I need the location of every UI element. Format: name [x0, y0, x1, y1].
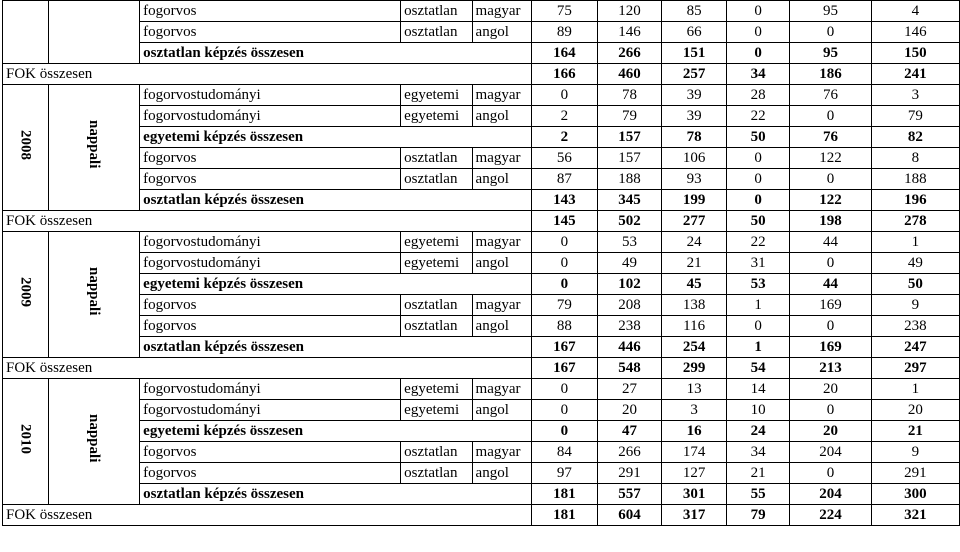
- value-cell: 0: [726, 1, 789, 22]
- language-cell: angol: [472, 316, 532, 337]
- value-cell: 88: [532, 316, 598, 337]
- faculty-total-label: FOK összesen: [3, 64, 532, 85]
- value-cell: 31: [726, 253, 789, 274]
- value-cell: 188: [597, 169, 662, 190]
- value-cell: 44: [790, 274, 872, 295]
- value-cell: 238: [597, 316, 662, 337]
- total-value-cell: 181: [532, 505, 598, 526]
- value-cell: 22: [726, 106, 789, 127]
- subtotal-row: [3, 190, 960, 211]
- value-cell: 78: [597, 85, 662, 106]
- value-cell: 106: [662, 148, 727, 169]
- value-cell: 1: [726, 337, 789, 358]
- value-cell: 0: [532, 253, 598, 274]
- training-type-cell: osztatlan: [401, 148, 472, 169]
- value-cell: 79: [597, 106, 662, 127]
- training-type-cell: osztatlan: [401, 169, 472, 190]
- total-value-cell: 186: [790, 64, 872, 85]
- total-value-cell: 167: [532, 358, 598, 379]
- value-cell: 164: [532, 43, 598, 64]
- value-cell: 22: [726, 232, 789, 253]
- faculty-total-row: [3, 211, 960, 232]
- total-value-cell: 604: [597, 505, 662, 526]
- value-cell: 16: [662, 421, 727, 442]
- value-cell: 21: [726, 463, 789, 484]
- value-cell: 2: [532, 106, 598, 127]
- value-cell: 1: [871, 232, 959, 253]
- value-cell: 0: [532, 85, 598, 106]
- value-cell: 557: [597, 484, 662, 505]
- mode-label: nappali: [86, 414, 103, 463]
- value-cell: 122: [790, 148, 872, 169]
- value-cell: 97: [532, 463, 598, 484]
- mode-cell: [49, 232, 140, 358]
- value-cell: 9: [871, 295, 959, 316]
- value-cell: 122: [790, 190, 872, 211]
- value-cell: 0: [532, 232, 598, 253]
- value-cell: 138: [662, 295, 727, 316]
- value-cell: 10: [726, 400, 789, 421]
- language-cell: magyar: [472, 1, 532, 22]
- value-cell: 0: [790, 463, 872, 484]
- language-cell: angol: [472, 463, 532, 484]
- program-cell: fogorvostudományi: [140, 253, 401, 274]
- table-row: [3, 295, 960, 316]
- training-type-cell: osztatlan: [401, 463, 472, 484]
- language-cell: angol: [472, 169, 532, 190]
- value-cell: 150: [871, 43, 959, 64]
- value-cell: 0: [790, 316, 872, 337]
- value-cell: 151: [662, 43, 727, 64]
- language-cell: magyar: [472, 295, 532, 316]
- mode-label: nappali: [86, 120, 103, 169]
- value-cell: 238: [871, 316, 959, 337]
- year-label: 2009: [17, 276, 34, 307]
- value-cell: 0: [790, 106, 872, 127]
- value-cell: 21: [871, 421, 959, 442]
- value-cell: 174: [662, 442, 727, 463]
- table-row: [3, 169, 960, 190]
- program-cell: fogorvostudományi: [140, 106, 401, 127]
- value-cell: 157: [597, 148, 662, 169]
- table-row: [3, 316, 960, 337]
- value-cell: 84: [532, 442, 598, 463]
- value-cell: 53: [726, 274, 789, 295]
- subtotal-label: egyetemi képzés összesen: [140, 127, 532, 148]
- subtotal-row: [3, 127, 960, 148]
- total-value-cell: 79: [726, 505, 789, 526]
- table-row: [3, 22, 960, 43]
- total-value-cell: 502: [597, 211, 662, 232]
- faculty-total-label: FOK összesen: [3, 505, 532, 526]
- value-cell: 4: [871, 1, 959, 22]
- value-cell: 0: [726, 316, 789, 337]
- value-cell: 199: [662, 190, 727, 211]
- value-cell: 0: [790, 400, 872, 421]
- total-value-cell: 34: [726, 64, 789, 85]
- faculty-total-label: FOK összesen: [3, 211, 532, 232]
- total-value-cell: 224: [790, 505, 872, 526]
- program-cell: fogorvos: [140, 295, 401, 316]
- year-cell: [3, 85, 49, 211]
- value-cell: 3: [871, 85, 959, 106]
- training-type-cell: osztatlan: [401, 316, 472, 337]
- table-row: [3, 232, 960, 253]
- value-cell: 146: [597, 22, 662, 43]
- value-cell: 79: [532, 295, 598, 316]
- faculty-total-label: FOK összesen: [3, 358, 532, 379]
- value-cell: 95: [790, 43, 872, 64]
- training-type-cell: osztatlan: [401, 295, 472, 316]
- value-cell: 27: [597, 379, 662, 400]
- subtotal-label: egyetemi képzés összesen: [140, 274, 532, 295]
- value-cell: 300: [871, 484, 959, 505]
- value-cell: 20: [790, 421, 872, 442]
- program-cell: fogorvos: [140, 442, 401, 463]
- value-cell: 82: [871, 127, 959, 148]
- value-cell: 446: [597, 337, 662, 358]
- value-cell: 8: [871, 148, 959, 169]
- table-row: [3, 379, 960, 400]
- value-cell: 44: [790, 232, 872, 253]
- value-cell: 188: [871, 169, 959, 190]
- value-cell: 24: [726, 421, 789, 442]
- training-type-cell: egyetemi: [401, 85, 472, 106]
- value-cell: 34: [726, 442, 789, 463]
- table-row: [3, 400, 960, 421]
- value-cell: 0: [532, 274, 598, 295]
- value-cell: 120: [597, 1, 662, 22]
- faculty-total-row: [3, 64, 960, 85]
- total-value-cell: 277: [662, 211, 727, 232]
- value-cell: 21: [662, 253, 727, 274]
- program-cell: fogorvostudományi: [140, 85, 401, 106]
- program-cell: fogorvos: [140, 316, 401, 337]
- subtotal-row: [3, 274, 960, 295]
- faculty-total-row: [3, 505, 960, 526]
- value-cell: 49: [871, 253, 959, 274]
- value-cell: 0: [790, 22, 872, 43]
- value-cell: 55: [726, 484, 789, 505]
- total-value-cell: 54: [726, 358, 789, 379]
- table-row: [3, 106, 960, 127]
- total-value-cell: 241: [871, 64, 959, 85]
- subtotal-label: osztatlan képzés összesen: [140, 43, 532, 64]
- value-cell: 24: [662, 232, 727, 253]
- value-cell: 345: [597, 190, 662, 211]
- value-cell: 45: [662, 274, 727, 295]
- value-cell: 1: [871, 379, 959, 400]
- subtotal-row: [3, 337, 960, 358]
- program-cell: fogorvostudományi: [140, 232, 401, 253]
- table-row: [3, 1, 960, 22]
- value-cell: 89: [532, 22, 598, 43]
- value-cell: 47: [597, 421, 662, 442]
- training-type-cell: osztatlan: [401, 442, 472, 463]
- training-type-cell: osztatlan: [401, 22, 472, 43]
- value-cell: 3: [662, 400, 727, 421]
- mode-label: nappali: [86, 267, 103, 316]
- value-cell: 50: [726, 127, 789, 148]
- value-cell: 266: [597, 43, 662, 64]
- program-cell: fogorvos: [140, 148, 401, 169]
- value-cell: 301: [662, 484, 727, 505]
- value-cell: 20: [790, 379, 872, 400]
- value-cell: 0: [726, 43, 789, 64]
- program-cell: fogorvos: [140, 1, 401, 22]
- value-cell: 79: [871, 106, 959, 127]
- value-cell: 0: [532, 421, 598, 442]
- total-value-cell: 257: [662, 64, 727, 85]
- value-cell: 266: [597, 442, 662, 463]
- table-row: [3, 148, 960, 169]
- mode-cell: [49, 1, 140, 64]
- value-cell: 291: [871, 463, 959, 484]
- language-cell: magyar: [472, 148, 532, 169]
- total-value-cell: 460: [597, 64, 662, 85]
- subtotal-label: osztatlan képzés összesen: [140, 484, 532, 505]
- value-cell: 76: [790, 85, 872, 106]
- total-value-cell: 145: [532, 211, 598, 232]
- value-cell: 0: [726, 22, 789, 43]
- value-cell: 50: [871, 274, 959, 295]
- value-cell: 93: [662, 169, 727, 190]
- value-cell: 0: [532, 400, 598, 421]
- faculty-total-row: [3, 358, 960, 379]
- enrollment-table: [2, 0, 960, 526]
- value-cell: 157: [597, 127, 662, 148]
- table-row: [3, 463, 960, 484]
- value-cell: 196: [871, 190, 959, 211]
- value-cell: 85: [662, 1, 727, 22]
- value-cell: 146: [871, 22, 959, 43]
- value-cell: 181: [532, 484, 598, 505]
- value-cell: 0: [532, 379, 598, 400]
- total-value-cell: 548: [597, 358, 662, 379]
- year-cell: [3, 232, 49, 358]
- language-cell: magyar: [472, 85, 532, 106]
- language-cell: angol: [472, 400, 532, 421]
- value-cell: 66: [662, 22, 727, 43]
- year-cell: [3, 379, 49, 505]
- program-cell: fogorvos: [140, 169, 401, 190]
- value-cell: 39: [662, 85, 727, 106]
- training-type-cell: egyetemi: [401, 400, 472, 421]
- value-cell: 75: [532, 1, 598, 22]
- program-cell: fogorvos: [140, 463, 401, 484]
- subtotal-label: egyetemi képzés összesen: [140, 421, 532, 442]
- value-cell: 102: [597, 274, 662, 295]
- value-cell: 13: [662, 379, 727, 400]
- table-row: [3, 442, 960, 463]
- total-value-cell: 317: [662, 505, 727, 526]
- value-cell: 53: [597, 232, 662, 253]
- total-value-cell: 297: [871, 358, 959, 379]
- total-value-cell: 299: [662, 358, 727, 379]
- total-value-cell: 321: [871, 505, 959, 526]
- total-value-cell: 50: [726, 211, 789, 232]
- training-type-cell: egyetemi: [401, 232, 472, 253]
- language-cell: angol: [472, 106, 532, 127]
- total-value-cell: 213: [790, 358, 872, 379]
- language-cell: magyar: [472, 442, 532, 463]
- table-row: [3, 253, 960, 274]
- value-cell: 78: [662, 127, 727, 148]
- value-cell: 56: [532, 148, 598, 169]
- value-cell: 2: [532, 127, 598, 148]
- value-cell: 169: [790, 337, 872, 358]
- value-cell: 0: [790, 169, 872, 190]
- language-cell: magyar: [472, 379, 532, 400]
- value-cell: 204: [790, 442, 872, 463]
- value-cell: 0: [726, 190, 789, 211]
- value-cell: 95: [790, 1, 872, 22]
- value-cell: 28: [726, 85, 789, 106]
- program-cell: fogorvostudományi: [140, 379, 401, 400]
- subtotal-label: osztatlan képzés összesen: [140, 190, 532, 211]
- total-value-cell: 198: [790, 211, 872, 232]
- value-cell: 254: [662, 337, 727, 358]
- training-type-cell: egyetemi: [401, 253, 472, 274]
- value-cell: 76: [790, 127, 872, 148]
- value-cell: 0: [726, 148, 789, 169]
- subtotal-row: [3, 43, 960, 64]
- training-type-cell: egyetemi: [401, 379, 472, 400]
- value-cell: 49: [597, 253, 662, 274]
- value-cell: 143: [532, 190, 598, 211]
- value-cell: 127: [662, 463, 727, 484]
- value-cell: 204: [790, 484, 872, 505]
- value-cell: 291: [597, 463, 662, 484]
- language-cell: angol: [472, 253, 532, 274]
- value-cell: 208: [597, 295, 662, 316]
- value-cell: 167: [532, 337, 598, 358]
- program-cell: fogorvostudományi: [140, 400, 401, 421]
- value-cell: 1: [726, 295, 789, 316]
- year-label: 2008: [17, 129, 34, 160]
- value-cell: 0: [726, 169, 789, 190]
- training-type-cell: egyetemi: [401, 106, 472, 127]
- subtotal-row: [3, 421, 960, 442]
- value-cell: 0: [790, 253, 872, 274]
- value-cell: 87: [532, 169, 598, 190]
- value-cell: 169: [790, 295, 872, 316]
- value-cell: 116: [662, 316, 727, 337]
- total-value-cell: 166: [532, 64, 598, 85]
- language-cell: angol: [472, 22, 532, 43]
- table-row: [3, 85, 960, 106]
- subtotal-label: osztatlan képzés összesen: [140, 337, 532, 358]
- value-cell: 14: [726, 379, 789, 400]
- value-cell: 9: [871, 442, 959, 463]
- total-value-cell: 278: [871, 211, 959, 232]
- value-cell: 20: [871, 400, 959, 421]
- training-type-cell: osztatlan: [401, 1, 472, 22]
- subtotal-row: [3, 484, 960, 505]
- mode-cell: [49, 379, 140, 505]
- language-cell: magyar: [472, 232, 532, 253]
- mode-cell: [49, 85, 140, 211]
- value-cell: 20: [597, 400, 662, 421]
- value-cell: 247: [871, 337, 959, 358]
- year-cell: [3, 1, 49, 64]
- value-cell: 39: [662, 106, 727, 127]
- year-label: 2010: [17, 423, 34, 454]
- program-cell: fogorvos: [140, 22, 401, 43]
